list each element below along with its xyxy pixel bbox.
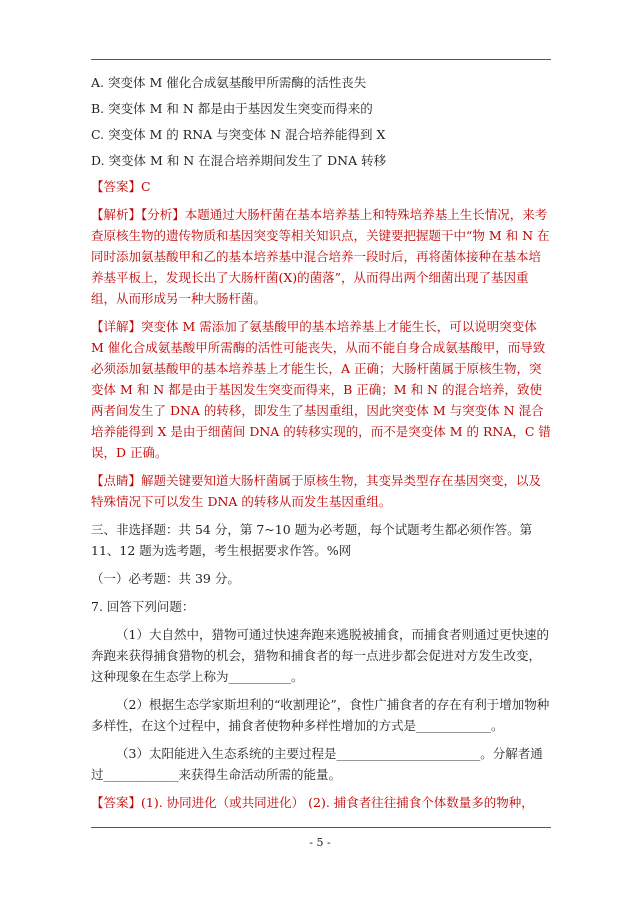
section-3-heading: 三、非选择题：共 54 分，第 7~10 题为必考题，每个试题考生都必须作答。第 11、12 题为选考题，考生根据要求作答。%网 — [91, 522, 533, 558]
answer-tag-2: 【答案】 — [91, 795, 142, 810]
detail-tag: 【详解】 — [91, 319, 142, 334]
question-7-title: 7. 回答下列问题： — [91, 599, 195, 614]
comment-tag: 【点睛】 — [91, 473, 142, 488]
header-rule — [91, 59, 551, 60]
required-heading: （一）必考题：共 39 分。 — [91, 571, 240, 586]
answer-text-2: (1). 协同进化（或共同进化） (2). 捕食者往往捕食个体数量多的物种， — [141, 795, 534, 810]
answer-text: C — [141, 179, 151, 194]
analysis-text: 本题通过大肠杆菌在基本培养基上和特殊培养基上生长情况，来考查原核生物的遗传物质和基因突变等相关知识点，关键要把握题干中“物 M 和 N 在同时添加氨基酸甲和乙的基本培养基中混合培养一段时后，再将菌体接种在基本培养基平板上，发现长出了大肠杆菌(X)的菌落”，从而得出两个细菌出现了基因重组，从而形成另一种大肠杆菌。 — [91, 207, 550, 306]
analysis-tag: 【解析】【分析】 — [91, 207, 185, 222]
question-7-part-3: （3）太阳能进入生态系统的主要过程是_______________________。分解者通过____________来获得生命活动所需的能量。 — [91, 746, 543, 782]
question-7-part-1: （1）大自然中，猎物可通过快速奔跑来逃脱被捕食，而捕食者则通过更快速的奔跑来获得捕食猎物的机会，猎物和捕食者的每一点进步都会促进对方发生改变，这种现象在生态学上称为__________。 — [91, 627, 549, 684]
answer-tag: 【答案】 — [91, 179, 142, 194]
comment-text: 解题关键要知道大肠杆菌属于原核生物，其变异类型存在基因突变，以及特殊情况下可以发生 DNA 的转移从而发生基因重组。 — [91, 473, 542, 509]
detail-block — [91, 316, 551, 463]
question-7-part-2: （2）根据生态学家斯坦利的“收割理论”，食性广捕食者的存在有利于增加物种多样性，在这个过程中，捕食者使物种多样性增加的方式是____________。 — [91, 697, 550, 733]
answer-block — [91, 176, 551, 197]
footer-rule — [91, 827, 551, 828]
analysis-block — [91, 204, 551, 309]
option-a: A. 突变体 M 催化合成氨基酸甲所需酶的活性丧失 — [91, 75, 367, 90]
page-content — [91, 72, 551, 820]
detail-text: 突变体 M 需添加了氨基酸甲的基本培养基上才能生长，可以说明突变体 M 催化合成氨基酸甲所需酶的活性可能丧失，从而不能自身合成氨基酸甲，而导致必须添加氨基酸甲的基本培养基上才能生长，A 正确；大肠杆菌属于原核生物，突变体 M 和 N 都是由于基因发生突变而得来，B 正确；M 和 N 的混合培养，致使两者间发生了 DNA 的转移，即发生了基因重组，因此突变体 M 与突变体 N 混合培养能得到 X 是由于细菌间 DNA 的转移实现的，而不是突变体 M 的 RNA，C 错误，D 正确。 — [91, 319, 551, 460]
comment-block — [91, 470, 551, 512]
option-b: B. 突变体 M 和 N 都是由于基因发生突变而得来的 — [91, 101, 373, 116]
option-d: D. 突变体 M 和 N 在混合培养期间发生了 DNA 转移 — [91, 153, 387, 168]
option-c: C. 突变体 M 的 RNA 与突变体 N 混合培养能得到 X — [91, 127, 386, 142]
page-number: - 5 - — [309, 836, 331, 849]
answer-block-2 — [91, 792, 551, 813]
